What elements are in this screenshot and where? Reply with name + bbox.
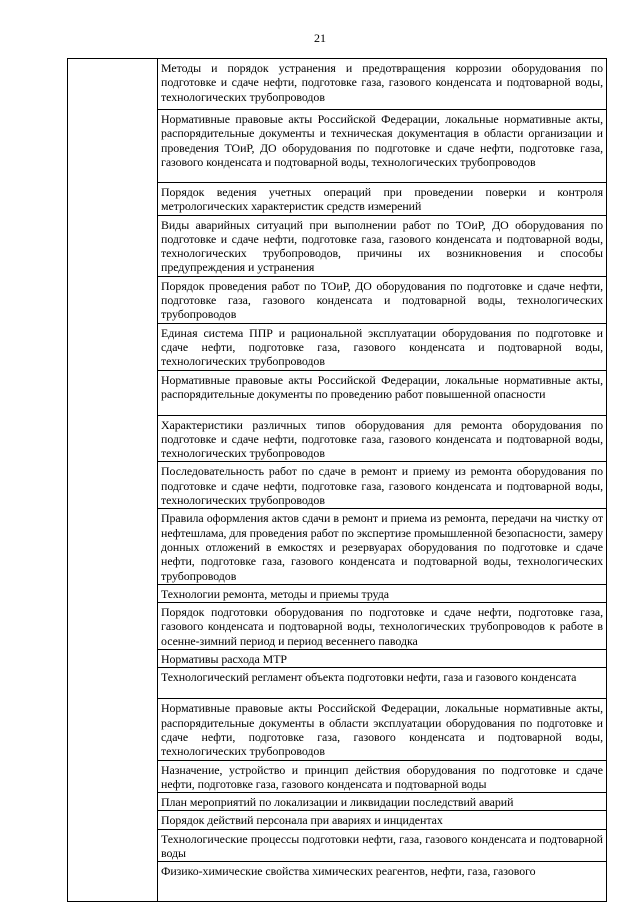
requirement-cell: Характеристики различных типов оборудования для ремонта оборудования по подготовке и сдаче нефти, подготовке газа, газового конденсата и подтоварной воды, технологических трубопроводов (158, 415, 607, 462)
requirement-cell: Последовательность работ по сдаче в ремонт и приему из ремонта оборудования по подготовке и сдаче нефти, подготовке газа, газового конденсата и подтоварной воды, технологических трубопроводов (158, 462, 607, 509)
knowledge-requirements-table (67, 58, 607, 902)
requirement-cell: Технологии ремонта, методы и приемы труда (158, 584, 607, 602)
requirement-cell: Правила оформления актов сдачи в ремонт и приема из ремонта, передачи на чистку от нефтешлама, для проведения работ по экспертизе промышленной безопасности, замеру донных отложений в емкостях и резервуарах оборудования по подготовке и сдаче нефти, подготовке газа, газового конденсата и подтоварной воды, технологических трубопроводов (158, 509, 607, 584)
requirement-cell: Технологический регламент объекта подготовки нефти, газа и газового конденсата (158, 668, 607, 699)
requirement-cell: Единая система ППР и рациональной эксплуатации оборудования по подготовке и сдаче нефти, подготовке газа, газового конденсата и подтоварной воды, технологических трубопроводов (158, 323, 607, 370)
requirement-cell: Виды аварийных ситуаций при выполнении работ по ТОиР, ДО оборудования по подготовке и сдаче нефти, подготовке газа, газового конденсата и подтоварной воды, технологических трубопроводов, причины их возникновения и способы предупреждения и устранения (158, 215, 607, 276)
requirement-cell: Нормативные правовые акты Российской Федерации, локальные нормативные акты, распорядительные документы по проведению работ повышенной опасности (158, 370, 607, 415)
section-label-cell (68, 59, 158, 902)
requirement-cell: Методы и порядок устранения и предотвращения коррозии оборудования по подготовке и сдаче нефти, подготовке газа, газового конденсата и подтоварной воды, технологических трубопроводов (158, 59, 607, 110)
requirement-cell: Порядок подготовки оборудования по подготовке и сдаче нефти, подготовке газа, газового конденсата и подтоварной воды, технологических трубопроводов к работе в осенне-зимний период и период весеннего паводка (158, 603, 607, 650)
page-number: 21 (314, 31, 326, 45)
requirement-cell: План мероприятий по локализации и ликвидации последствий аварий (158, 793, 607, 811)
requirement-cell: Порядок проведения работ по ТОиР, ДО оборудования по подготовке и сдаче нефти, подготовке газа, газового конденсата и подтоварной воды, технологических трубопроводов (158, 276, 607, 323)
requirement-cell: Нормативные правовые акты Российской Федерации, локальные нормативные акты, распорядительные документы и техническая документация в области организации и проведения ТОиР, ДО оборудования по подготовке и сдаче нефти, подготовке газа, газового конденсата и подтоварной воды, технологических трубопроводов (158, 110, 607, 183)
requirement-cell: Нормативные правовые акты Российской Федерации, локальные нормативные акты, распорядительные документы в области эксплуатации оборудования по подготовке и сдаче нефти, подготовке газа, газового конденсата и подтоварной воды, технологических трубопроводов (158, 699, 607, 760)
table-row (68, 59, 607, 110)
requirement-cell: Нормативы расхода МТР (158, 650, 607, 668)
requirement-cell: Назначение, устройство и принцип действия оборудования по подготовке и сдаче нефти, подготовке газа, газового конденсата и подтоварной воды (158, 760, 607, 793)
requirement-cell: Порядок ведения учетных операций при проведении поверки и контроля метрологических характеристик средств измерений (158, 183, 607, 216)
requirement-cell: Технологические процессы подготовки нефти, газа, газового конденсата и подтоварной воды (158, 829, 607, 862)
requirement-cell: Физико-химические свойства химических реагентов, нефти, газа, газового (158, 862, 607, 902)
requirement-cell: Порядок действий персонала при авариях и инцидентах (158, 811, 607, 829)
